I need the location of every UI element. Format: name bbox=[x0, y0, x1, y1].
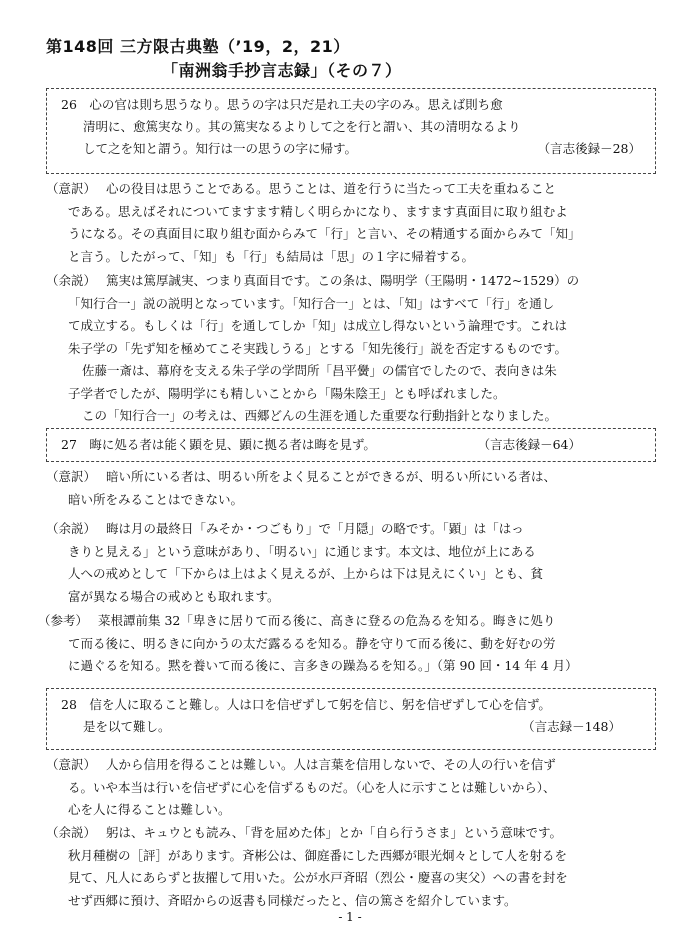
text-line: 人から信用を得ることは難しい。人は言葉を信用しないで、その人の行いを信ず bbox=[106, 757, 556, 772]
text-line: 暗い所にいる者は、明るい所をよく見ることができるが、明るい所にいる者は、 bbox=[106, 469, 557, 484]
reference-label: （参考） bbox=[38, 613, 89, 628]
text-line: る。いや本当は行いを信ぜずに心を信ずるものだ。（心を人に示すことは難しいから）、 bbox=[68, 779, 556, 795]
quote-line: 28 信を人に取ること難し。人は口を信ぜずして躬を信じ、躬を信ぜずして心を信ず。 bbox=[61, 697, 551, 712]
commentary-label: （余説） bbox=[46, 273, 97, 288]
text-line: 秋月種樹の［評］があります。斉彬公は、御庭番にした西郷が眼光炯々として人を射るを bbox=[68, 847, 568, 863]
text-line: 人への戒めとして「下からは上はよく見えるが、上からは下は見えにくい」とも、貧 bbox=[68, 566, 544, 581]
text-line: て而る後に、明るきに向かうの太だ露るるを知る。静を守りて而る後に、動を好むの労 bbox=[68, 635, 556, 651]
quote-line bbox=[61, 716, 641, 738]
text-line: 朱子学の「先ず知を極めてこそ実践しうる」とする「知先後行」説を否定するものです。 bbox=[68, 340, 568, 356]
text-line: 富が異なる場合の戒めとも取れます。 bbox=[68, 588, 280, 604]
text-line: うになる。その真面目に取り組む面からみて「行」と言い、その精通する面からみて「知」 bbox=[68, 226, 581, 241]
text-line: て成立する。もしくは「行」を通してしか「知」は成立し得ないという論理です。これは bbox=[68, 318, 568, 333]
text-line: 晦は月の最終日「みそか・つごもり」で「月隠」の略です。「顕」は「はっ bbox=[106, 521, 524, 536]
reference-27 bbox=[38, 610, 578, 678]
quote-text: 是を以て難し。 bbox=[83, 719, 171, 734]
quote-reference: （言志後録－28） bbox=[537, 141, 641, 156]
quote-box-26 bbox=[46, 88, 656, 174]
text-line: 心の役目は思うことである。思うことは、道を行うに当たって工夫を重ねること bbox=[106, 181, 557, 196]
lecture-subtitle: 「南洲翁手抄言志録」（その７） bbox=[162, 61, 402, 80]
commentary-28 bbox=[46, 822, 568, 912]
text-line: 子学者でしたが、陽明学にも精しいことから「陽朱陰王」とも呼ばれました。 bbox=[68, 385, 506, 401]
text-line: 佐藤一斎は、幕府を支える朱子学の学問所「昌平黌」の儒官でしたので、表向きは朱 bbox=[82, 363, 557, 378]
text-line: 暗い所をみることはできない。 bbox=[68, 491, 244, 507]
translation-label: （意訳） bbox=[46, 469, 97, 484]
page-number: - 1 - bbox=[338, 910, 362, 924]
text-line: 篤実は篤厚誠実、つまり真面目です。この条は、陽明学（王陽明・1472~1529）の bbox=[106, 273, 580, 288]
text-line: に過ぐるを知る。黙を養いて而る後に、言多きの躁為るを知る。」（第 90 回・14 年 4 月） bbox=[68, 658, 578, 673]
text-line: 「知行合一」説の説明となっています。「知行合一」とは、「知」はすべて「行」を通し bbox=[68, 295, 555, 311]
quote-box-27 bbox=[46, 428, 656, 462]
quote-line bbox=[61, 434, 641, 456]
quote-line: 清明に、愈篤実なり。其の篤実なるよりして之を行と謂い、其の清明なるより bbox=[83, 119, 521, 134]
quote-text: して之を知と謂う。知行は一の思うの字に帰す。 bbox=[83, 141, 358, 156]
text-line: この「知行合一」の考えは、西郷どんの生涯を通した重要な行動指針となりました。 bbox=[82, 408, 558, 423]
translation-label: （意訳） bbox=[46, 181, 97, 196]
quote-text: 27 晦に処る者は能く顕を見、顕に拠る者は晦を見ず。 bbox=[61, 437, 376, 452]
text-line: である。思えばそれについてますます精しく明らかになり、ますます真面目に取り組むよ bbox=[68, 203, 568, 219]
text-line: せず西郷に預け、斉昭からの返書も同様だったと、信の篤さを紹介しています。 bbox=[68, 892, 517, 908]
text-line: と言う。したがって、「知」も「行」も結局は「思」の１字に帰着する。 bbox=[68, 248, 475, 264]
quote-reference: （言志後録－64） bbox=[477, 437, 581, 452]
text-line: 躬は、キュウとも読み、「背を屈めた体」とか「自ら行うさま」という意味です。 bbox=[106, 825, 563, 840]
text-line: 見て、凡人にあらずと抜擢して用いた。公が水戸斉昭（烈公・慶喜の実父）への書を封を bbox=[68, 870, 568, 885]
translation-28 bbox=[46, 754, 556, 822]
translation-26 bbox=[46, 178, 581, 268]
quote-reference: （言志録－148） bbox=[522, 719, 621, 734]
quote-line: 26 心の官は則ち思うなり。思うの字は只だ是れ工夫の字のみ。思えば則ち愈 bbox=[61, 97, 503, 112]
commentary-label: （余説） bbox=[46, 825, 97, 840]
text-line: 菜根譚前集 32「卑きに居りて而る後に、高きに登るの危為るを知る。晦きに処り bbox=[98, 613, 556, 628]
translation-27 bbox=[46, 466, 556, 511]
commentary-label: （余説） bbox=[46, 521, 97, 536]
quote-box-28 bbox=[46, 688, 656, 750]
commentary-27 bbox=[46, 518, 543, 608]
lecture-title: 第148回 三方限古典塾（’19，2，21） bbox=[46, 37, 350, 56]
commentary-26 bbox=[46, 270, 579, 428]
text-line: きりと見える」という意味があり、「明るい」に通じます。本文は、地位が上にある bbox=[68, 543, 536, 559]
translation-label: （意訳） bbox=[46, 757, 97, 772]
text-line: 心を人に得ることは難しい。 bbox=[68, 802, 231, 817]
quote-line bbox=[61, 138, 641, 160]
